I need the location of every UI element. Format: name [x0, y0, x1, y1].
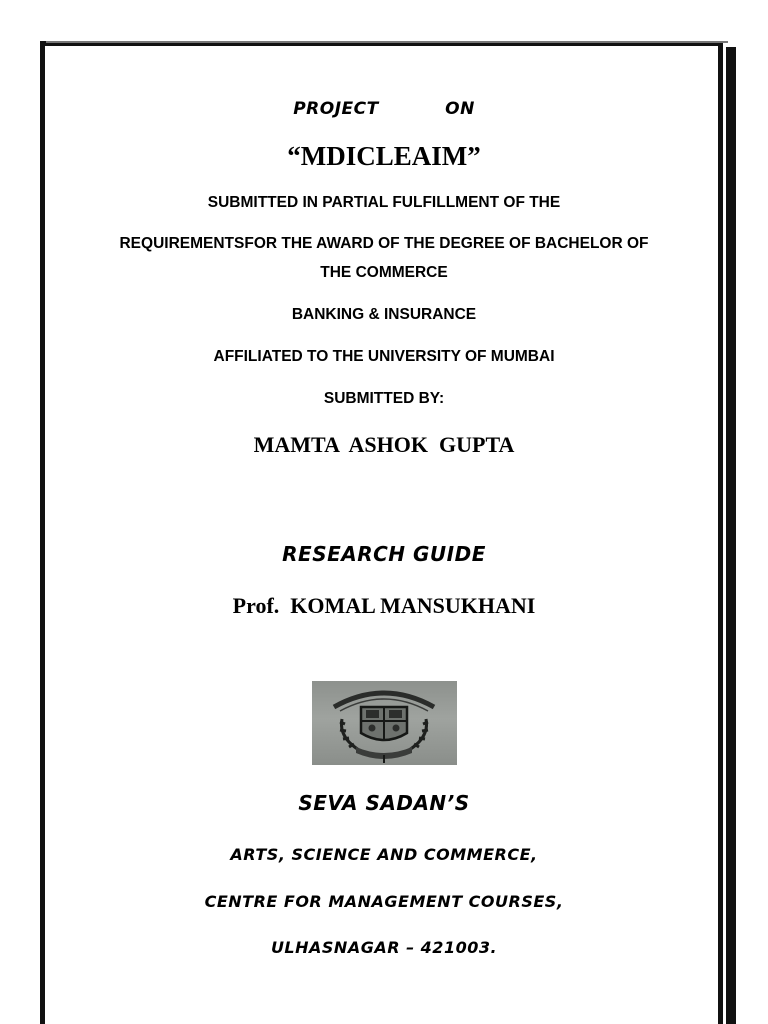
crest-graphic: [312, 681, 457, 765]
institution-line-2: CENTRE FOR MANAGEMENT COURSES,: [204, 892, 564, 911]
submission-line-1: SUBMITTED IN PARTIAL FULFILLMENT OF THE: [207, 194, 561, 211]
college-crest-icon: [312, 681, 457, 765]
institution-name: SEVA SADAN’S: [298, 791, 470, 815]
institution-line-3: ULHASNAGAR – 421003.: [270, 938, 498, 957]
submission-line-3: THE COMMERCE: [320, 264, 448, 281]
page-border: [40, 41, 723, 1024]
project-title: “MDICLEAIM”: [287, 141, 481, 171]
project-word: PROJECT: [293, 99, 379, 119]
page-border-top-shade: [46, 41, 728, 43]
submitted-by-label: SUBMITTED BY:: [323, 390, 445, 407]
guide-name: Prof. KOMAL MANSUKHANI: [232, 593, 536, 618]
submission-line-4: BANKING & INSURANCE: [291, 306, 477, 323]
page-border-shadow: [726, 47, 736, 1024]
submission-line-5: AFFILIATED TO THE UNIVERSITY OF MUMBAI: [213, 348, 555, 365]
project-on-label: [48, 99, 720, 119]
on-word: ON: [445, 99, 475, 119]
institution-line-1: ARTS, SCIENCE AND COMMERCE,: [230, 845, 538, 864]
student-name: MAMTA ASHOK GUPTA: [253, 432, 515, 457]
research-guide-heading: RESEARCH GUIDE: [282, 542, 486, 566]
submission-line-2: REQUIREMENTSFOR THE AWARD OF THE DEGREE OF BACHELOR OF: [119, 235, 649, 252]
